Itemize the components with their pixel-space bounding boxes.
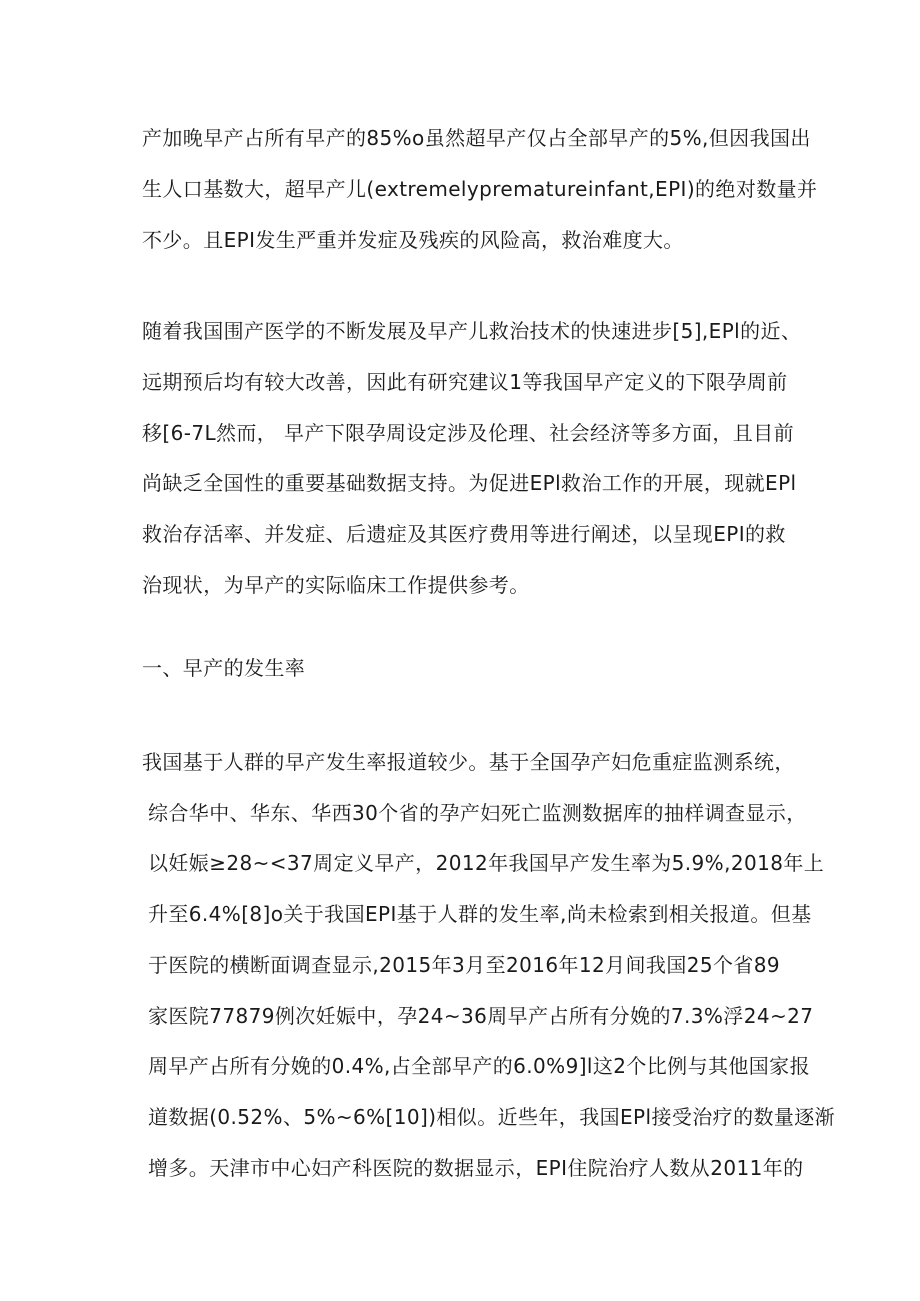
section-heading: 一、早产的发生率 [142,656,306,680]
text-line: 以妊娠≥28~<37周定义早产，2012年我国早产发生率为5.9%,2018年上 [148,851,825,875]
text-line: 我国基于人群的早产发生率报道较少。基于全国孕产妇危重症监测系统， [142,750,795,774]
text-line: 周早产占所有分娩的0.4%,占全部早产的6.0%9]l这2个比例与其他国家报 [148,1054,810,1078]
text-line: 治现状，为早产的实际临床工作提供参考。 [142,573,530,597]
text-line: 尚缺乏全国性的重要基础数据支持。为促进EPl救治工作的开展，现就EPl [142,471,797,495]
text-line: 于医院的横断面调查显示,2015年3月至2016年12月间我国25个省89 [148,953,781,977]
text-line: 增多。天津市中心妇产科医院的数据显示，EPI住院治疗人数从2011年的 [148,1156,804,1180]
text-line: 综合华中、华东、华西30个省的孕产妇死亡监测数据库的抽样调查显示， [148,801,807,825]
text-line: 不少。且EPI发生严重并发症及残疾的风险高，救治难度大。 [142,228,684,252]
text-line: 救治存活率、并发症、后遗症及其医疗费用等进行阐述，以呈现EPI的救 [142,522,786,546]
text-line: 移[6-7L然而， 早产下限孕周设定涉及伦理、社会经济等多方面，且目前 [142,421,794,445]
text-line: 远期预后均有较大改善，因此有研究建议1等我国早产定义的下限孕周前 [142,370,788,394]
text-line: 生人口基数大，超早产儿(extremelyprematureinfant,EPI)的绝对数量并 [142,177,818,201]
text-line: 道数据(0.52%、5%~6%[10])相似。近些年，我国EPl接受治疗的数量逐渐 [148,1105,836,1129]
text-line: 升至6.4%[8]o关于我国EPI基于人群的发生率,尚未检索到相关报道。但基 [148,902,812,926]
text-line: 家医院77879例次妊娠中，孕24~36周早产占所有分娩的7.3%浮24~27 [148,1004,814,1028]
text-line: 随着我国围产医学的不断发展及早产儿救治技术的快速进步[5],EPl的近、 [142,319,802,343]
text-line: 产加晚早产占所有早产的85%o虽然超早产仅占全部早产的5%,但因我国出 [142,126,811,150]
